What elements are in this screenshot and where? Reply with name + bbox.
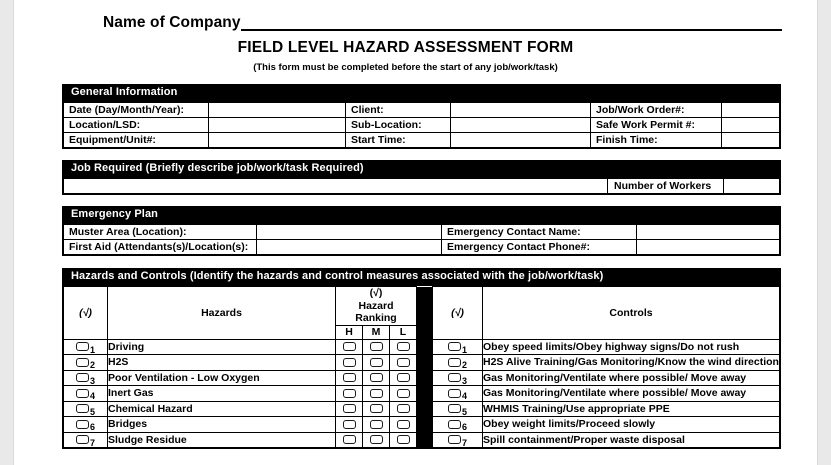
gi-label-job-work-order: Job/Work Order#: [591,103,722,118]
company-name-label: Name of Company [103,14,241,31]
gi-label-start-time: Start Time: [346,133,451,148]
hazard-label: Bridges [108,417,336,433]
hazard-ranking-check: (√) [369,287,383,299]
hazard-label: Chemical Hazard [108,401,336,417]
checkbox-icon[interactable] [397,358,410,367]
checkbox-icon[interactable] [370,420,383,429]
hazard-rank-medium-cell[interactable] [363,417,390,433]
hazards-header-row [64,287,780,326]
hazard-rank-high-cell[interactable] [336,432,363,448]
control-label: Spill containment/Proper waste disposal [483,432,780,448]
gi-label-location-lsd: Location/LSD: [64,118,209,133]
checkbox-icon[interactable] [448,358,461,367]
ep-value-contact-phone[interactable] [637,240,780,255]
hazard-ranking-header [336,287,417,326]
checkbox-icon[interactable] [370,389,383,398]
checkbox-icon[interactable] [343,435,356,444]
control-label: H2S Alive Training/Gas Monitoring/Know the wind direction [483,356,779,369]
gi-value-start-time[interactable] [451,133,591,148]
hazard-row-number: 1 [89,344,95,355]
form-subtitle: (This form must be completed before the start of any job/work/task) [253,62,558,73]
ep-label-contact-phone: Emergency Contact Phone#: [442,240,637,255]
table-row [64,118,780,133]
table-row [64,240,780,255]
control-row-number: 6 [461,422,467,433]
checkbox-icon[interactable] [76,435,89,444]
controls-check-header: (√) [433,287,483,340]
control-label: WHMIS Training/Use appropriate PPE [483,401,780,417]
hazard-rank-medium-cell[interactable] [363,339,390,355]
hazard-row-number: 6 [89,422,95,433]
form-title: FIELD LEVEL HAZARD ASSESSMENT FORM [237,39,574,56]
job-required-band: Job Required (Briefly describe job/work/task Required) [63,160,780,178]
gi-label-safe-work-permit: Safe Work Permit #: [591,118,722,133]
control-row-number: 2 [461,360,467,371]
control-label: Gas Monitoring/Ventilate where possible/ Move away [483,386,780,402]
control-row-number: 5 [461,406,467,417]
hazard-check-cell[interactable] [64,401,108,417]
gi-label-equipment-unit: Equipment/Unit#: [64,133,209,148]
hazard-row-number: 7 [89,437,95,448]
hazard-check-cell[interactable] [64,339,108,355]
checkbox-icon[interactable] [343,404,356,413]
checkbox-icon[interactable] [448,342,461,351]
gi-value-equipment-unit[interactable] [209,133,346,148]
ep-value-contact-name[interactable] [637,225,780,240]
checkbox-icon[interactable] [397,404,410,413]
checkbox-icon[interactable] [343,420,356,429]
rank-low-header: L [390,325,417,339]
hazard-rank-low-cell[interactable] [390,432,417,448]
hazard-rank-medium-cell[interactable] [363,432,390,448]
control-label: Obey weight limits/Proceed slowly [483,417,780,433]
control-check-cell[interactable] [433,386,483,402]
checkbox-icon[interactable] [343,373,356,382]
hazard-row-number: 5 [89,406,95,417]
document-page [14,0,817,465]
hazard-rank-low-cell[interactable] [390,417,417,433]
emergency-plan-table [63,224,780,255]
checkbox-icon[interactable] [448,404,461,413]
checkbox-icon[interactable] [448,373,461,382]
title-block [14,0,817,73]
control-check-cell[interactable] [433,417,483,433]
hazard-label: Inert Gas [108,386,336,402]
hazard-check-cell[interactable] [64,370,108,386]
general-information-band: General Information [63,84,780,102]
hazard-label: Sludge Residue [108,432,336,448]
hazard-rank-low-cell[interactable] [390,370,417,386]
ep-label-muster-area: Muster Area (Location): [64,225,257,240]
section-job-required [62,160,781,195]
checkbox-icon[interactable] [448,435,461,444]
section-hazards-and-controls [62,268,781,449]
hazard-row-number: 4 [89,391,95,402]
form-sheet [14,0,817,465]
checkbox-icon[interactable] [76,373,89,382]
checkbox-icon[interactable] [343,358,356,367]
ep-label-first-aid: First Aid (Attendants(s)/Location(s): [64,240,257,255]
checkbox-icon[interactable] [370,404,383,413]
company-name-input-rule[interactable] [241,18,782,31]
hazard-rank-high-cell[interactable] [336,370,363,386]
control-row-number: 3 [461,375,467,386]
hazard-rank-medium-cell[interactable] [363,386,390,402]
hazard-rank-low-cell[interactable] [390,386,417,402]
gi-value-location-lsd[interactable] [209,118,346,133]
control-label: Obey speed limits/Obey highway signs/Do not rush [483,339,780,355]
hazard-row-number: 2 [89,360,95,371]
gi-label-client: Client: [346,103,451,118]
control-check-cell[interactable] [433,339,483,355]
ep-value-first-aid[interactable] [257,240,442,255]
checkbox-icon[interactable] [397,373,410,382]
table-row [64,133,780,148]
hazard-rank-low-cell[interactable] [390,401,417,417]
hazard-rank-high-cell[interactable] [336,355,363,371]
checkbox-icon[interactable] [397,389,410,398]
job-required-description[interactable] [64,179,608,194]
gi-value-client[interactable] [451,103,591,118]
gi-value-date[interactable] [209,103,346,118]
hazard-rank-medium-cell[interactable] [363,370,390,386]
hazard-rank-high-cell[interactable] [336,386,363,402]
hazards-and-controls-table [63,286,780,448]
checkbox-icon[interactable] [448,420,461,429]
hazard-rank-high-cell[interactable] [336,339,363,355]
gi-label-finish-time: Finish Time: [591,133,722,148]
hazard-rank-low-cell[interactable] [390,355,417,371]
table-row [64,179,780,194]
hazard-check-cell[interactable] [64,432,108,448]
gi-value-finish-time[interactable] [722,133,780,148]
job-required-table [63,178,780,194]
hazard-rank-medium-cell[interactable] [363,401,390,417]
section-emergency-plan [62,206,781,256]
number-of-workers-value[interactable] [724,179,780,194]
hazards-column-header: Hazards [108,287,336,340]
checkbox-icon[interactable] [370,358,383,367]
controls-column-header: Controls [483,287,780,340]
control-row-number: 7 [461,437,467,448]
hazard-check-cell[interactable] [64,386,108,402]
checkbox-icon[interactable] [76,389,89,398]
ep-label-contact-name: Emergency Contact Name: [442,225,637,240]
hazard-ranking-line2: Ranking [355,312,397,324]
control-check-cell[interactable] [433,432,483,448]
rank-high-header: H [336,325,363,339]
section-general-information [62,84,781,149]
checkbox-icon[interactable] [397,420,410,429]
company-name-line [14,14,817,31]
checkbox-icon[interactable] [343,389,356,398]
checkbox-icon[interactable] [370,435,383,444]
hazards-and-controls-band: Hazards and Controls (Identify the hazards and control measures associated with the job/work/task) [63,268,780,286]
hazard-check-cell[interactable] [64,417,108,433]
gi-value-safe-work-permit[interactable] [722,118,780,133]
hazard-label: H2S [108,355,336,371]
hazard-ranking-line1: Hazard [358,299,394,312]
hazard-rank-high-cell[interactable] [336,401,363,417]
checkbox-icon[interactable] [397,342,410,351]
checkbox-icon[interactable] [76,404,89,413]
rank-medium-header: M [363,325,390,339]
checkbox-icon[interactable] [370,342,383,351]
ep-value-muster-area[interactable] [257,225,442,240]
hazard-rank-low-cell[interactable] [390,339,417,355]
hazard-rank-high-cell[interactable] [336,417,363,433]
emergency-plan-band: Emergency Plan [63,206,780,224]
hazard-label: Poor Ventilation - Low Oxygen [108,370,336,386]
checkbox-icon[interactable] [397,435,410,444]
gi-label-date: Date (Day/Month/Year): [64,103,209,118]
column-divider [417,287,433,448]
control-check-cell[interactable] [433,355,483,371]
gi-value-job-work-order[interactable] [722,103,780,118]
checkbox-icon[interactable] [76,358,89,367]
hazard-check-cell[interactable] [64,355,108,371]
hazard-row-number: 3 [89,375,95,386]
control-check-cell[interactable] [433,401,483,417]
checkbox-icon[interactable] [76,420,89,429]
control-row-number: 4 [461,391,467,402]
hazard-rank-medium-cell[interactable] [363,355,390,371]
checkbox-icon[interactable] [76,342,89,351]
gi-label-sub-location: Sub-Location: [346,118,451,133]
table-row [64,103,780,118]
control-check-cell[interactable] [433,370,483,386]
hazards-check-header: (√) [64,287,108,340]
table-row [64,225,780,240]
gi-value-sub-location[interactable] [451,118,591,133]
hazard-label: Driving [108,339,336,355]
checkbox-icon[interactable] [370,373,383,382]
checkbox-icon[interactable] [343,342,356,351]
general-information-table [63,102,780,148]
number-of-workers-label: Number of Workers [608,179,724,194]
checkbox-icon[interactable] [448,389,461,398]
control-row-number: 1 [461,344,467,355]
control-label: Gas Monitoring/Ventilate where possible/ Move away [483,370,780,386]
